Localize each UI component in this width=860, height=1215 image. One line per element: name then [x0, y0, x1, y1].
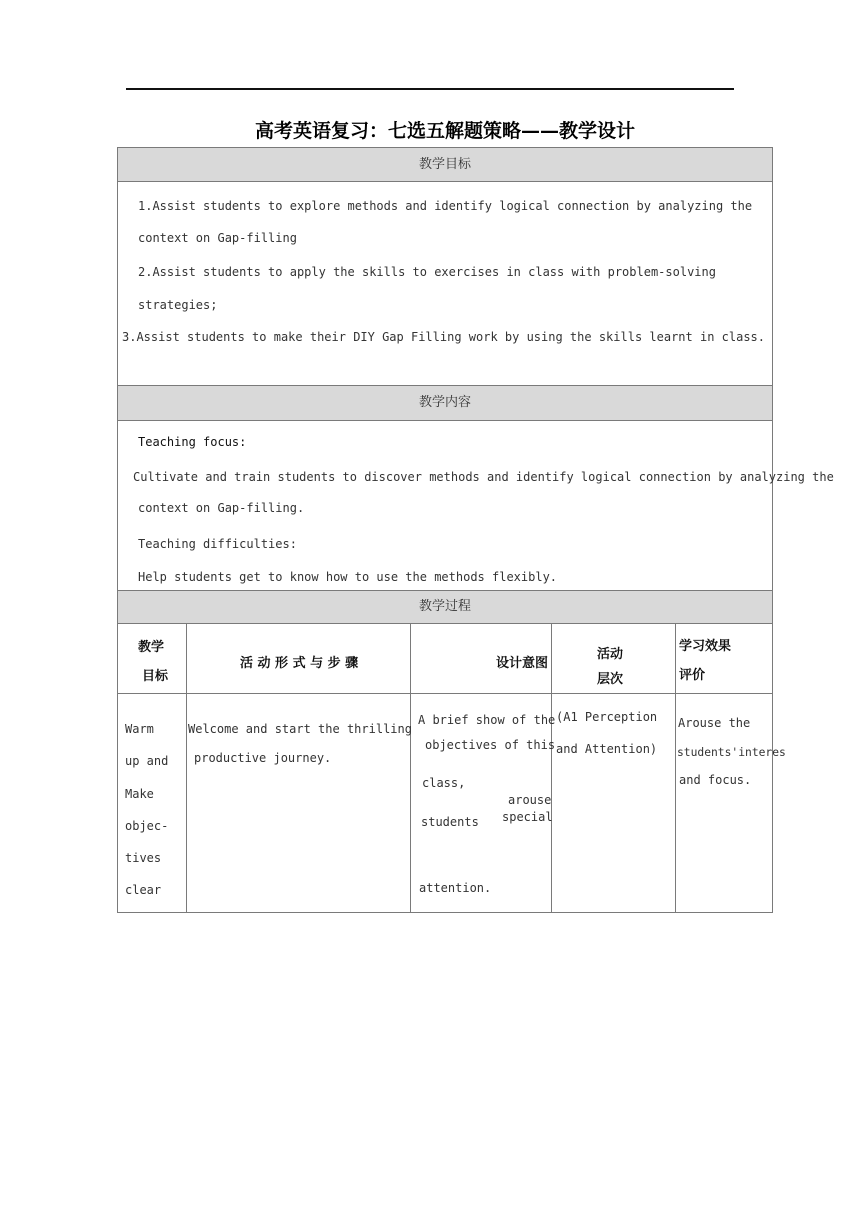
row-goal-line-5: tives	[125, 851, 162, 865]
col-intent-header: 设计意图	[496, 656, 549, 671]
table-col-divider-4	[675, 623, 676, 913]
row-activity-line-2: productive journey.	[194, 751, 332, 765]
content-heading: 教学内容	[117, 385, 773, 421]
row-intent-line-5: students	[421, 815, 479, 829]
row-intent-line-6: special	[502, 810, 553, 824]
table-col-divider-2	[410, 623, 411, 913]
row-goal-line-3: Make	[125, 787, 154, 801]
objective-line-1: 1.Assist students to explore methods and identify logical connection by analyzing the	[138, 199, 753, 213]
row-goal-line-2: up and	[125, 754, 169, 768]
objective-line-4: strategies;	[138, 298, 218, 312]
row-activity-line-1: Welcome and start the thrilling	[188, 722, 412, 736]
header-rule	[126, 88, 734, 90]
teaching-focus-line-1: Cultivate and train students to discover methods and identify logical connection by analyzing the	[133, 470, 834, 484]
row-effect-line-2: students'interes	[677, 746, 786, 759]
row-effect-line-1: Arouse the	[678, 716, 751, 730]
row-intent-line-1: A brief show of the	[418, 713, 556, 727]
objective-line-5: 3.Assist students to make their DIY Gap Filling work by using the skills learnt in class.	[122, 330, 765, 344]
table-col-divider-3	[551, 623, 552, 913]
col-activity-header: 活 动 形 式 与 步 骤	[240, 656, 359, 671]
row-goal-line-4: objec-	[125, 819, 169, 833]
row-effect-line-3: and focus.	[679, 773, 752, 787]
teaching-focus-line-2: context on Gap-filling.	[138, 501, 305, 515]
col-effect-header-line-2: 评价	[679, 668, 706, 683]
row-intent-line-4: arouse	[508, 793, 552, 807]
table-col-divider-1	[186, 623, 187, 913]
objective-line-2: context on Gap-filling	[138, 231, 297, 245]
page-title: 高考英语复习：七选五解题策略——教学设计	[254, 120, 635, 142]
objective-line-3: 2.Assist students to apply the skills to exercises in class with problem-solving	[138, 265, 716, 279]
teaching-difficulties-text: Help students get to know how to use the methods flexibly.	[138, 570, 558, 584]
teaching-difficulties-label: Teaching difficulties:	[138, 537, 297, 551]
col-goal-header-line-1: 教学	[138, 640, 165, 655]
row-level-line-1: (A1 Perception	[556, 710, 658, 724]
row-level-line-2: and Attention)	[556, 742, 658, 756]
row-intent-line-7: attention.	[419, 881, 492, 895]
row-goal-line-1: Warm	[125, 722, 154, 736]
process-heading: 教学过程	[117, 590, 773, 624]
col-goal-header-line-2: 目标	[142, 669, 169, 684]
teaching-focus-label: Teaching focus:	[138, 435, 247, 449]
row-intent-line-2: objectives of this	[425, 738, 556, 752]
col-level-header-line-1: 活动	[597, 647, 624, 662]
row-intent-line-3: class,	[422, 776, 466, 790]
row-goal-line-6: clear	[125, 883, 162, 897]
objectives-heading: 教学目标	[117, 147, 773, 182]
col-level-header-line-2: 层次	[597, 672, 624, 687]
col-effect-header-line-1: 学习效果	[679, 639, 732, 654]
